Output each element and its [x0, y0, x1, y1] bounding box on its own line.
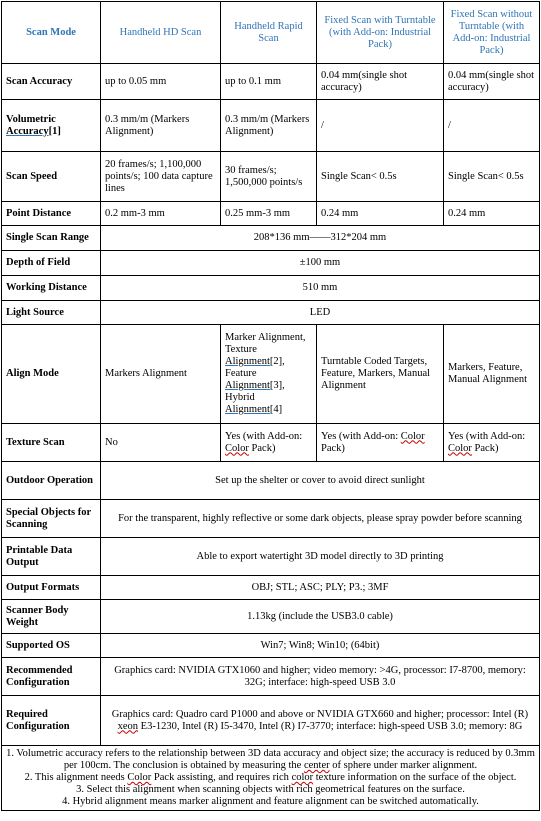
- cell-recommended-config: Graphics card: NVIDIA GTX1060 and higher; video memory: >4G, processor: I7-8700, memory: 32G; interface: high-speed USB 3.0: [101, 658, 540, 696]
- label-outdoor-operation: Outdoor Operation: [2, 462, 101, 500]
- cell-point-no-turntable: 0.24 mm: [444, 202, 540, 226]
- align-text-c: , Feature: [225, 356, 285, 379]
- label-single-scan-range: Single Scan Range: [2, 226, 101, 251]
- texture-pre: Yes (with Add-on:: [321, 430, 401, 442]
- cell-align-rapid: [221, 325, 317, 424]
- fn1-pre: 1. Volumetric accuracy refers to the relationship between 3D data accuracy and object size; the accuracy is reduced by 0.3mm per 100cm. The conclusion is obtained by measuring the: [6, 748, 535, 771]
- header-fixed-turntable: Fixed Scan with Turntable (with Add-on: Industrial Pack): [317, 2, 444, 64]
- cell-output-formats: OBJ; STL; ASC; PLY; P3.; 3MF: [101, 576, 540, 600]
- fn2-b: Pack assisting, and requires rich: [151, 772, 292, 783]
- cell-point-rapid: 0.25 mm-3 mm: [221, 202, 317, 226]
- row-scanner-weight: [2, 600, 540, 634]
- cell-outdoor-operation: Set up the shelter or cover to avoid direct sunlight: [101, 462, 540, 500]
- row-supported-os: [2, 634, 540, 658]
- required-pre: Graphics card: Quadro card P1000 and above or NVIDIA GTX660 and higher; processor: Intel (R): [111, 708, 529, 720]
- fn1-post: of sphere under marker alignment.: [329, 760, 478, 771]
- cell-working-distance: 510 mm: [101, 276, 540, 301]
- row-single-scan-range: [2, 226, 540, 251]
- cell-accuracy-hd: up to 0.05 mm: [101, 64, 221, 100]
- label-volumetric-b: Accuracy: [6, 125, 49, 137]
- row-scan-accuracy: [2, 64, 540, 100]
- cell-accuracy-rapid: up to 0.1 mm: [221, 64, 317, 100]
- texture-color: Color: [225, 442, 249, 454]
- label-working-distance: Working Distance: [2, 276, 101, 301]
- cell-special-objects: For the transparent, highly reflective or some dark objects, please spray powder before scanning: [101, 500, 540, 538]
- cell-speed-turntable: Single Scan< 0.5s: [317, 152, 444, 202]
- cell-speed-rapid: 30 frames/s; 1,500,000 points/s: [221, 152, 317, 202]
- header-handheld-hd: Handheld HD Scan: [101, 2, 221, 64]
- row-recommended-config: [2, 658, 540, 696]
- footnote-3: 3. Select this alignment when scanning objects with rich geometrical features on the surface.: [76, 784, 465, 795]
- align-hybrid-link: Alignment: [225, 404, 270, 415]
- cell-align-turntable: Turntable Coded Targets, Feature, Markers, Manual Alignment: [317, 325, 444, 424]
- cell-volumetric-no-turntable: /: [444, 100, 540, 152]
- cell-scanner-weight: 1.13kg (include the USB3.0 cable): [101, 600, 540, 634]
- label-printable-data: Printable Data Output: [2, 538, 101, 576]
- row-printable-data: [2, 538, 540, 576]
- texture-post: Pack): [321, 442, 345, 454]
- fn2-color1: Color: [127, 772, 152, 783]
- cell-speed-no-turntable: Single Scan< 0.5s: [444, 152, 540, 202]
- footnote-1: [6, 748, 535, 772]
- fn2-c: texture information on the surface of the object.: [313, 772, 517, 783]
- label-recommended-config: Recommended Configuration: [2, 658, 101, 696]
- label-supported-os: Supported OS: [2, 634, 101, 658]
- align-texture-link: Alignment: [225, 356, 270, 367]
- cell-volumetric-turntable: /: [317, 100, 444, 152]
- cell-printable-data: Able to export watertight 3D model directly to 3D printing: [101, 538, 540, 576]
- fn1-center: center: [303, 760, 330, 771]
- align-feature-link: Alignment: [225, 380, 270, 391]
- cell-single-scan-range: 208*136 mm——312*204 mm: [101, 226, 540, 251]
- row-depth-of-field: [2, 251, 540, 276]
- cell-required-config: [101, 696, 540, 746]
- header-scan-mode: Scan Mode: [2, 2, 101, 64]
- required-post: E3-1230, Intel (R) I5-3470, Intel (R) I7-3770; interface: high-speed USB 3.0; memory: 8G: [138, 720, 523, 732]
- row-scan-speed: [2, 152, 540, 202]
- cell-texture-rapid: [221, 424, 317, 462]
- row-texture-scan: [2, 424, 540, 462]
- cell-speed-hd: 20 frames/s; 1,100,000 points/s; 100 data capture lines: [101, 152, 221, 202]
- required-xeon: xeon: [117, 720, 139, 732]
- cell-volumetric-rapid: 0.3 mm/m (Markers Alignment): [221, 100, 317, 152]
- label-texture-scan: Texture Scan: [2, 424, 101, 462]
- footnote-ref-3[interactable]: [3]: [269, 380, 283, 391]
- cell-texture-hd: No: [101, 424, 221, 462]
- cell-texture-turntable: [317, 424, 444, 462]
- label-depth-of-field: Depth of Field: [2, 251, 101, 276]
- row-required-config: [2, 696, 540, 746]
- texture-post: Pack): [471, 442, 499, 454]
- cell-texture-no-turntable: [444, 424, 540, 462]
- label-volumetric-a: Volumetric: [6, 113, 56, 125]
- label-scanner-weight: Scanner Body Weight: [2, 600, 101, 634]
- texture-pre: Yes (with Add-on:: [225, 430, 303, 442]
- fn2-a: 2. This alignment needs: [24, 772, 128, 783]
- row-align-mode: [2, 325, 540, 424]
- row-outdoor-operation: [2, 462, 540, 500]
- row-notes: [2, 746, 540, 811]
- header-fixed-no-turntable: Fixed Scan without Turntable (with Add-on: Industrial Pack): [444, 2, 540, 64]
- header-row: [2, 2, 540, 64]
- footnotes: [2, 746, 540, 811]
- cell-accuracy-turntable: 0.04 mm(single shot accuracy): [317, 64, 444, 100]
- spec-table: [1, 1, 540, 811]
- header-handheld-rapid: Handheld Rapid Scan: [221, 2, 317, 64]
- footnote-ref-1[interactable]: [1]: [48, 125, 61, 137]
- footnote-ref-2[interactable]: [2]: [269, 356, 283, 367]
- cell-volumetric-hd: 0.3 mm/m (Markers Alignment): [101, 100, 221, 152]
- row-point-distance: [2, 202, 540, 226]
- label-required-config: Required Configuration: [2, 696, 101, 746]
- cell-align-hd: Markers Alignment: [101, 325, 221, 424]
- label-light-source: Light Source: [2, 301, 101, 325]
- texture-pre: Yes (with Add-on:: [448, 430, 526, 442]
- label-point-distance: Point Distance: [2, 202, 101, 226]
- cell-align-no-turntable: Markers, Feature, Manual Alignment: [444, 325, 540, 424]
- cell-supported-os: Win7; Win8; Win10; (64bit): [101, 634, 540, 658]
- align-text-e: , Hybrid: [225, 380, 285, 403]
- cell-depth-of-field: ±100 mm: [101, 251, 540, 276]
- label-special-objects: Special Objects for Scanning: [2, 500, 101, 538]
- row-output-formats: [2, 576, 540, 600]
- texture-color: Color: [400, 430, 425, 442]
- align-text-a: Marker Alignment, Texture: [225, 332, 306, 355]
- footnote-4: 4. Hybrid alignment means marker alignment and feature alignment can be switched automatically.: [62, 796, 479, 807]
- footnote-2: [6, 772, 535, 784]
- row-special-objects: [2, 500, 540, 538]
- label-scan-speed: Scan Speed: [2, 152, 101, 202]
- label-output-formats: Output Formats: [2, 576, 101, 600]
- cell-light-source: LED: [101, 301, 540, 325]
- texture-color: Color: [448, 442, 472, 454]
- cell-accuracy-no-turntable: 0.04 mm(single shot accuracy): [444, 64, 540, 100]
- cell-point-hd: 0.2 mm-3 mm: [101, 202, 221, 226]
- fn2-color2: color: [291, 772, 314, 783]
- label-scan-accuracy: Scan Accuracy: [2, 64, 101, 100]
- cell-point-turntable: 0.24 mm: [317, 202, 444, 226]
- texture-post: Pack): [248, 442, 276, 454]
- row-working-distance: [2, 276, 540, 301]
- row-light-source: [2, 301, 540, 325]
- row-volumetric-accuracy: [2, 100, 540, 152]
- label-align-mode: Align Mode: [2, 325, 101, 424]
- label-volumetric-accuracy: [2, 100, 101, 152]
- footnote-ref-4[interactable]: [4]: [269, 404, 283, 415]
